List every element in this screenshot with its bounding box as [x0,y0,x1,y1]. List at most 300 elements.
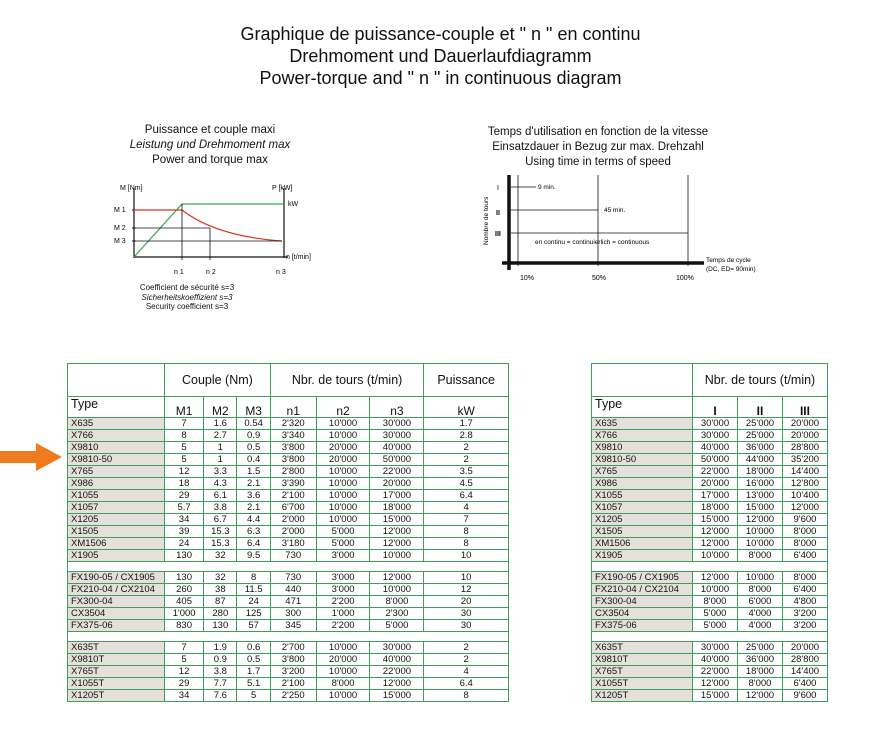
value-cell: 40'000 [370,442,424,454]
power-torque-chart [110,180,340,280]
value-cell: 12'000 [370,538,424,550]
type-cell: X765 [592,466,693,478]
value-cell: 20'000 [693,478,738,490]
table-row [592,478,828,490]
value-cell: 1.6 [204,418,237,430]
value-cell: 260 [165,584,204,596]
value-cell: 44'000 [737,454,782,466]
type-cell: X635T [68,642,165,654]
value-cell: 2'000 [270,526,316,538]
type-cell: X765T [68,666,165,678]
label-9min: 9 min. [538,184,556,191]
table-row [592,690,828,702]
value-cell: 4'000 [737,620,782,632]
table-row [68,442,509,454]
type-cell: X1905 [592,550,693,562]
value-cell: 20'000 [370,478,424,490]
value-cell: 2'800 [270,466,316,478]
value-cell: 8'000 [782,526,827,538]
value-cell: 10'000 [693,584,738,596]
value-cell: 10 [424,572,509,584]
type-cell: X1055T [592,678,693,690]
value-cell: 6.4 [424,678,509,690]
table-row [68,478,509,490]
type-cell: X9810 [592,442,693,454]
type-cell: FX300-04 [592,596,693,608]
value-cell: 20'000 [782,418,827,430]
value-cell: 130 [165,550,204,562]
value-cell: 471 [270,596,316,608]
label-continuous: en continu = continuierlich = continuous [535,239,650,246]
value-cell: 15'000 [693,690,738,702]
value-cell: 8 [424,690,509,702]
table-row [68,526,509,538]
value-cell: 4.3 [204,478,237,490]
value-cell: 13'000 [737,490,782,502]
value-cell: 11.5 [237,584,270,596]
m2-label: M 2 [114,225,126,232]
value-cell: 4'000 [737,608,782,620]
value-cell: 0.5 [237,654,270,666]
column-header: n1 [270,397,316,418]
value-cell: 35'200 [782,454,827,466]
value-cell: 2.8 [424,430,509,442]
table-row [68,608,509,620]
value-cell: 1.5 [237,466,270,478]
value-cell: 29 [165,490,204,502]
n3-label: n 3 [276,269,286,276]
value-cell: 40'000 [370,654,424,666]
value-cell: 5 [165,442,204,454]
value-cell: 0.9 [204,654,237,666]
value-cell: 6.4 [237,538,270,550]
type-cell: X635 [592,418,693,430]
value-cell: 57 [237,620,270,632]
type-cell: X1205T [592,690,693,702]
value-cell: 10'000 [316,514,370,526]
power-torque-table [67,363,509,702]
value-cell: 15.3 [204,526,237,538]
value-cell: 32 [204,572,237,584]
value-cell: 280 [204,608,237,620]
value-cell: 20 [424,596,509,608]
value-cell: 4.4 [237,514,270,526]
column-header: II [737,397,782,418]
value-cell: 12'000 [782,502,827,514]
value-cell: 3.8 [204,502,237,514]
table-row [68,418,509,430]
value-cell: 9'600 [782,514,827,526]
value-cell: 40'000 [693,442,738,454]
value-cell: 10'000 [316,478,370,490]
table-row [68,514,509,526]
couple-header: Couple (Nm) [165,364,271,397]
value-cell: 8'000 [737,678,782,690]
value-cell: 1 [204,442,237,454]
value-cell: 40'000 [693,654,738,666]
table-row [592,572,828,584]
table-row [592,550,828,562]
value-cell: 50'000 [370,454,424,466]
value-cell: 3'000 [316,550,370,562]
m1-label: M 1 [114,207,126,214]
value-cell: 4.5 [424,478,509,490]
value-cell: 6'000 [737,596,782,608]
value-cell: 5.1 [237,678,270,690]
value-cell: 10'000 [316,666,370,678]
value-cell: 12'000 [370,572,424,584]
value-cell: 8 [237,572,270,584]
table-row [68,430,509,442]
table-row [592,430,828,442]
value-cell: 10'000 [316,490,370,502]
table-row [68,690,509,702]
value-cell: 130 [204,620,237,632]
table-row [592,526,828,538]
value-cell: 3.5 [424,466,509,478]
value-cell: 2.1 [237,478,270,490]
value-cell: 2'300 [370,608,424,620]
page-title [0,23,881,89]
column-header: M3 [237,397,270,418]
column-header: M2 [204,397,237,418]
value-cell: 8'000 [370,596,424,608]
table-row [68,596,509,608]
value-cell: 8 [165,430,204,442]
type-cell: X9810-50 [68,454,165,466]
puissance-header: Puissance [424,364,509,397]
value-cell: 18'000 [370,502,424,514]
value-cell: 12'000 [693,538,738,550]
value-cell: 14'400 [782,666,827,678]
value-cell: 6'400 [782,584,827,596]
value-cell: 7.7 [204,678,237,690]
heading-en: Using time in terms of speed [525,156,671,168]
value-cell: 0.6 [237,642,270,654]
value-cell: 10'000 [316,502,370,514]
value-cell: 24 [165,538,204,550]
value-cell: 2'700 [270,642,316,654]
heading-en: Power and torque max [152,154,268,166]
coef-de: Sicherheitskoeffizient s=3 [141,292,233,302]
value-cell: 10'000 [316,418,370,430]
value-cell: 18 [165,478,204,490]
type-cell: X9810T [592,654,693,666]
value-cell: 12'000 [693,678,738,690]
separator-cell [68,632,509,642]
value-cell: 16'000 [737,478,782,490]
value-cell: 34 [165,690,204,702]
safety-coefficient [117,283,257,312]
value-cell: 22'000 [693,666,738,678]
value-cell: 12'800 [782,478,827,490]
separator-cell [592,632,828,642]
y-axis-label: Nombre de tours [483,196,490,245]
value-cell: 25'000 [737,418,782,430]
value-cell: 10'000 [370,550,424,562]
value-cell: 15'000 [370,514,424,526]
type-cell: X1055T [68,678,165,690]
table-row [68,538,509,550]
value-cell: 4 [424,502,509,514]
value-cell: 7.6 [204,690,237,702]
value-cell: 6'700 [270,502,316,514]
value-cell: 22'000 [693,466,738,478]
type-cell: X635 [68,418,165,430]
table-row [68,572,509,584]
value-cell: 30'000 [370,418,424,430]
type-header-spacer [592,364,693,397]
value-cell: 6.4 [424,490,509,502]
value-cell: 28'800 [782,654,827,666]
value-cell: 17'000 [370,490,424,502]
value-cell: 8'000 [737,550,782,562]
table-row [68,550,509,562]
value-cell: 30 [424,620,509,632]
value-cell: 9.5 [237,550,270,562]
value-cell: 28'800 [782,442,827,454]
type-cell: X1055 [592,490,693,502]
cycle-label-2: (DC, ED= 90min) [706,266,756,273]
value-cell: 20'000 [316,454,370,466]
type-cell: FX375-06 [68,620,165,632]
value-cell: 87 [204,596,237,608]
value-cell: 12'000 [737,514,782,526]
type-cell: X1505 [68,526,165,538]
value-cell: 8'000 [693,596,738,608]
value-cell: 30'000 [370,642,424,654]
value-cell: 25'000 [737,642,782,654]
kw-label: kW [288,201,299,208]
value-cell: 3'800 [270,454,316,466]
value-cell: 1'000 [316,608,370,620]
level-ii: II [496,210,500,217]
using-time-heading [468,125,728,170]
type-cell: X765 [68,466,165,478]
value-cell: 1.7 [424,418,509,430]
value-cell: 8 [424,526,509,538]
value-cell: 3'200 [270,666,316,678]
value-cell: 730 [270,550,316,562]
type-cell: X765T [592,666,693,678]
x-10-label: 10% [520,275,535,282]
separator-cell [68,562,509,572]
group-separator [592,562,828,572]
value-cell: 2 [424,642,509,654]
value-cell: 14'400 [782,466,827,478]
type-cell: X9810-50 [592,454,693,466]
level-iii: III [495,231,501,238]
type-cell: FX210-04 / CX2104 [68,584,165,596]
x-50-label: 50% [592,275,607,282]
table-row [68,620,509,632]
value-cell: 3'200 [782,608,827,620]
table-row [592,418,828,430]
value-cell: 12 [165,466,204,478]
column-header: III [782,397,827,418]
using-time-chart [478,170,778,285]
type-cell: X1505 [592,526,693,538]
table-row [68,678,509,690]
value-cell: 3'000 [316,584,370,596]
value-cell: 10'000 [737,572,782,584]
value-cell: 20'000 [782,430,827,442]
title-line-de: Drehmoment und Dauerlaufdiagramm [289,46,592,66]
value-cell: 10'000 [316,430,370,442]
type-cell: X9810T [68,654,165,666]
table-row [68,666,509,678]
n1-label: n 1 [174,269,184,276]
value-cell: 12'000 [737,690,782,702]
value-cell: 12'000 [370,678,424,690]
arrow-shape [0,443,62,471]
type-cell: XM1506 [68,538,165,550]
table-row [68,502,509,514]
type-cell: FX300-04 [68,596,165,608]
value-cell: 5.7 [165,502,204,514]
heading-de: Einsatzdauer in Bezug zur max. Drehzahl [492,141,704,153]
value-cell: 30'000 [693,430,738,442]
type-cell: CX3504 [68,608,165,620]
table-row [68,654,509,666]
value-cell: 5'000 [316,538,370,550]
type-cell: FX210-04 / CX2104 [592,584,693,596]
value-cell: 39 [165,526,204,538]
value-cell: 15'000 [737,502,782,514]
table-row [68,454,509,466]
power-torque-heading [115,123,305,168]
table-row [592,502,828,514]
column-header: I [693,397,738,418]
value-cell: 8 [424,538,509,550]
type-cell: X766 [592,430,693,442]
table-row [68,490,509,502]
value-cell: 7 [165,418,204,430]
table-row [592,654,828,666]
table-row [68,584,509,596]
value-cell: 2'000 [270,514,316,526]
value-cell: 2'100 [270,678,316,690]
value-cell: 22'000 [370,666,424,678]
value-cell: 830 [165,620,204,632]
value-cell: 8'000 [737,584,782,596]
value-cell: 2'200 [316,596,370,608]
table-row [592,596,828,608]
table-row [592,442,828,454]
value-cell: 2.7 [204,430,237,442]
value-cell: 22'000 [370,466,424,478]
value-cell: 0.5 [237,442,270,454]
value-cell: 3.8 [204,666,237,678]
column-header: M1 [165,397,204,418]
value-cell: 2'100 [270,490,316,502]
value-cell: 10'400 [782,490,827,502]
value-cell: 38 [204,584,237,596]
value-cell: 2'250 [270,690,316,702]
value-cell: 4'800 [782,596,827,608]
table-row [592,538,828,550]
value-cell: 6'400 [782,550,827,562]
value-cell: 8'000 [316,678,370,690]
axis-left-label: M [Nm] [120,185,143,192]
value-cell: 2 [424,454,509,466]
value-cell: 32 [204,550,237,562]
value-cell: 12 [424,584,509,596]
value-cell: 12'000 [693,526,738,538]
type-cell: FX190-05 / CX1905 [592,572,693,584]
cycle-label-1: Temps de cycle [706,257,751,264]
type-cell: X635T [592,642,693,654]
value-cell: 10'000 [316,690,370,702]
value-cell: 20'000 [782,642,827,654]
axis-right-label: P [kW] [272,185,293,192]
type-cell: X1057 [592,502,693,514]
table-row [592,620,828,632]
value-cell: 18'000 [737,666,782,678]
type-cell: X1205T [68,690,165,702]
value-cell: 3'390 [270,478,316,490]
level-i: I [497,185,499,192]
value-cell: 125 [237,608,270,620]
column-header: n3 [370,397,424,418]
value-cell: 300 [270,608,316,620]
coef-en: Security coefficient s=3 [145,302,229,311]
value-cell: 7 [424,514,509,526]
value-cell: 10 [424,550,509,562]
title-line-fr: Graphique de puissance-couple et " n " en continu [240,24,641,44]
value-cell: 34 [165,514,204,526]
type-header: Type [592,397,693,418]
speed-levels-table [591,363,828,702]
value-cell: 10'000 [737,526,782,538]
value-cell: 0.9 [237,430,270,442]
value-cell: 5'000 [693,608,738,620]
type-cell: X1205 [68,514,165,526]
value-cell: 36'000 [737,654,782,666]
value-cell: 12'000 [370,526,424,538]
type-cell: X1055 [68,490,165,502]
value-cell: 12'000 [693,572,738,584]
heading-fr: Temps d'utilisation en fonction de la vitesse [487,126,709,138]
value-cell: 3'340 [270,430,316,442]
type-cell: X1905 [68,550,165,562]
value-cell: 30 [424,608,509,620]
value-cell: 6.1 [204,490,237,502]
value-cell: 2'320 [270,418,316,430]
tours-header: Nbr. de tours (t/min) [270,364,424,397]
value-cell: 3'800 [270,654,316,666]
value-cell: 3'000 [316,572,370,584]
value-cell: 405 [165,596,204,608]
m3-label: M 3 [114,238,126,245]
value-cell: 5 [165,454,204,466]
value-cell: 3'800 [270,442,316,454]
value-cell: 1'000 [165,608,204,620]
value-cell: 12 [165,666,204,678]
value-cell: 15'000 [370,690,424,702]
value-cell: 10'000 [370,584,424,596]
value-cell: 5 [165,654,204,666]
value-cell: 20'000 [316,654,370,666]
value-cell: 10'000 [693,550,738,562]
type-cell: X986 [68,478,165,490]
type-cell: FX375-06 [592,620,693,632]
table-row [592,584,828,596]
value-cell: 30'000 [693,418,738,430]
value-cell: 30'000 [370,430,424,442]
x-unit-label: n [t/min] [286,254,311,261]
value-cell: 24 [237,596,270,608]
